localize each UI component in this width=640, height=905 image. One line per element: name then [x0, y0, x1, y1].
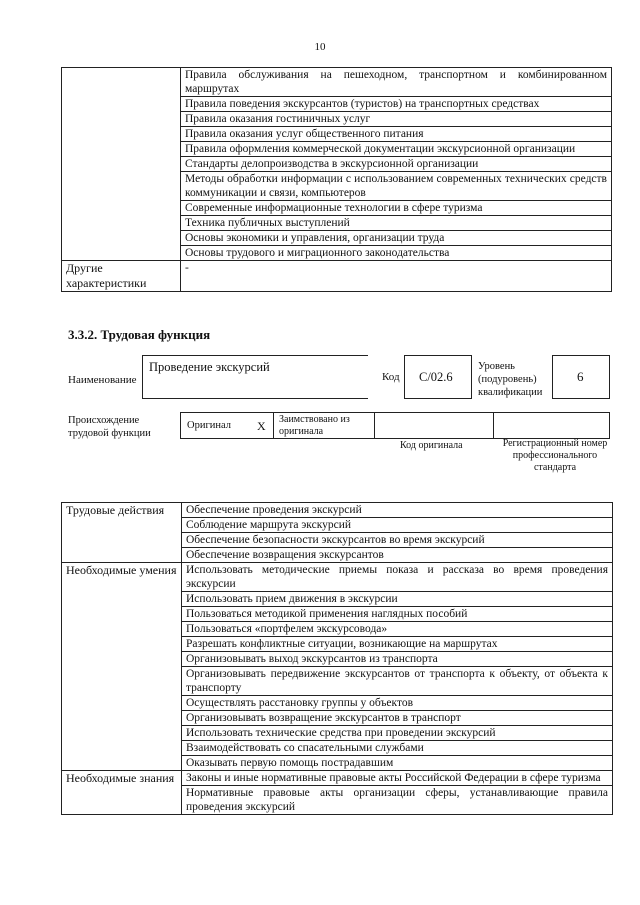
labor-action-row-text: Обеспечение проведения экскурсий [182, 503, 613, 518]
original-label: Оригинал [187, 420, 231, 431]
skill-row-text: Использовать методические приемы показа и рассказа во время проведения экскурсии [182, 563, 613, 592]
skill-row-text: Организовывать возвращение экскурсантов в транспорт [182, 711, 613, 726]
level-value: 6 [577, 369, 584, 384]
skill-row-text: Пользоваться методикой применения наглядных пособий [182, 607, 613, 622]
section-title: 3.3.2. Трудовая функция [68, 327, 211, 342]
knowledge-table-continued [61, 67, 612, 292]
labor-actions-label: Трудовые действия [62, 503, 182, 563]
knowledge-row-text: Современные информационные технологии в сфере туризма [181, 201, 612, 216]
name-value: Проведение экскурсий [149, 360, 270, 374]
required-knowledge-label: Необходимые знания [62, 771, 182, 815]
borrowed-label: Заимствовано из оригинала [279, 414, 350, 437]
knowledge-label-cell [62, 68, 181, 261]
level-field [552, 355, 610, 399]
labor-action-row-text: Соблюдение маршрута экскурсий [182, 518, 613, 533]
other-characteristics-value: - [181, 261, 612, 292]
knowledge-row-text: Правила оформления коммерческой документации экскурсионной организации [181, 142, 612, 157]
skill-row-text: Пользоваться «портфелем экскурсовода» [182, 622, 613, 637]
knowledge-row-text: Методы обработки информации с использованием современных технических средств коммуникации и связи, компьютеров [181, 172, 612, 201]
knowledge-row-text: Правила обслуживания на пешеходном, транспортном и комбинированном маршрутах [181, 68, 612, 97]
knowledge-row-text: Правила оказания гостиничных услуг [181, 112, 612, 127]
labor-action-row-text: Обеспечение безопасности экскурсантов во время экскурсий [182, 533, 613, 548]
code-original-label: Код оригинала [400, 440, 463, 451]
knowledge-row-text: Стандарты делопроизводства в экскурсионной организации [181, 157, 612, 172]
original-mark: X [257, 419, 266, 433]
skill-row-text: Организовывать выход экскурсантов из транспорта [182, 652, 613, 667]
origin-fields [180, 412, 610, 439]
skill-row-text: Взаимодействовать со спасательными службами [182, 741, 613, 756]
skill-row-text: Оказывать первую помощь пострадавшим [182, 756, 613, 771]
skill-row-text: Использовать технические средства при проведении экскурсий [182, 726, 613, 741]
reg-number-label: Регистрационный номер профессионального стандарта [502, 438, 608, 473]
skill-row-text: Организовывать передвижение экскурсантов от транспорта к объекту, от объекта к транспорту [182, 667, 613, 696]
name-field [142, 355, 368, 399]
code-value: С/02.6 [419, 370, 453, 384]
knowledge-row-text: Правила оказания услуг общественного питания [181, 127, 612, 142]
level-label: Уровень (подуровень) квалификации [478, 361, 543, 398]
other-characteristics-label: Другие характеристики [62, 261, 181, 292]
knowledge-row [62, 68, 612, 97]
origin-label: Происхождение трудовой функции [68, 415, 151, 439]
knowledge-item-row [62, 771, 613, 786]
required-skills-label: Необходимые умения [62, 563, 182, 771]
knowledge-row-text: Основы экономики и управления, организации труда [181, 231, 612, 246]
other-characteristics-row [62, 261, 612, 292]
labor-action-row [62, 503, 613, 518]
knowledge-row-text: Правила поведения экскурсантов (туристов) на транспортных средствах [181, 97, 612, 112]
skill-row-text: Осуществлять расстановку группы у объектов [182, 696, 613, 711]
code-field [404, 355, 472, 399]
knowledge-row-text: Техника публичных выступлений [181, 216, 612, 231]
skill-row-text: Разрешать конфликтные ситуации, возникающие на маршрутах [182, 637, 613, 652]
knowledge-item-row-text: Законы и иные нормативные правовые акты Российской Федерации в сфере туризма [182, 771, 613, 786]
knowledge-row-text: Основы трудового и миграционного законодательства [181, 246, 612, 261]
name-label: Наименование [68, 374, 137, 386]
labor-action-row-text: Обеспечение возвращения экскурсантов [182, 548, 613, 563]
knowledge-item-row-text: Нормативные правовые акты организации сферы, устанавливающие правила проведения экскурсий [182, 786, 613, 815]
code-label: Код [382, 371, 400, 383]
labor-function-table [61, 502, 613, 815]
page-number: 10 [314, 41, 326, 53]
skill-row-text: Использовать прием движения в экскурсии [182, 592, 613, 607]
skill-row [62, 563, 613, 592]
